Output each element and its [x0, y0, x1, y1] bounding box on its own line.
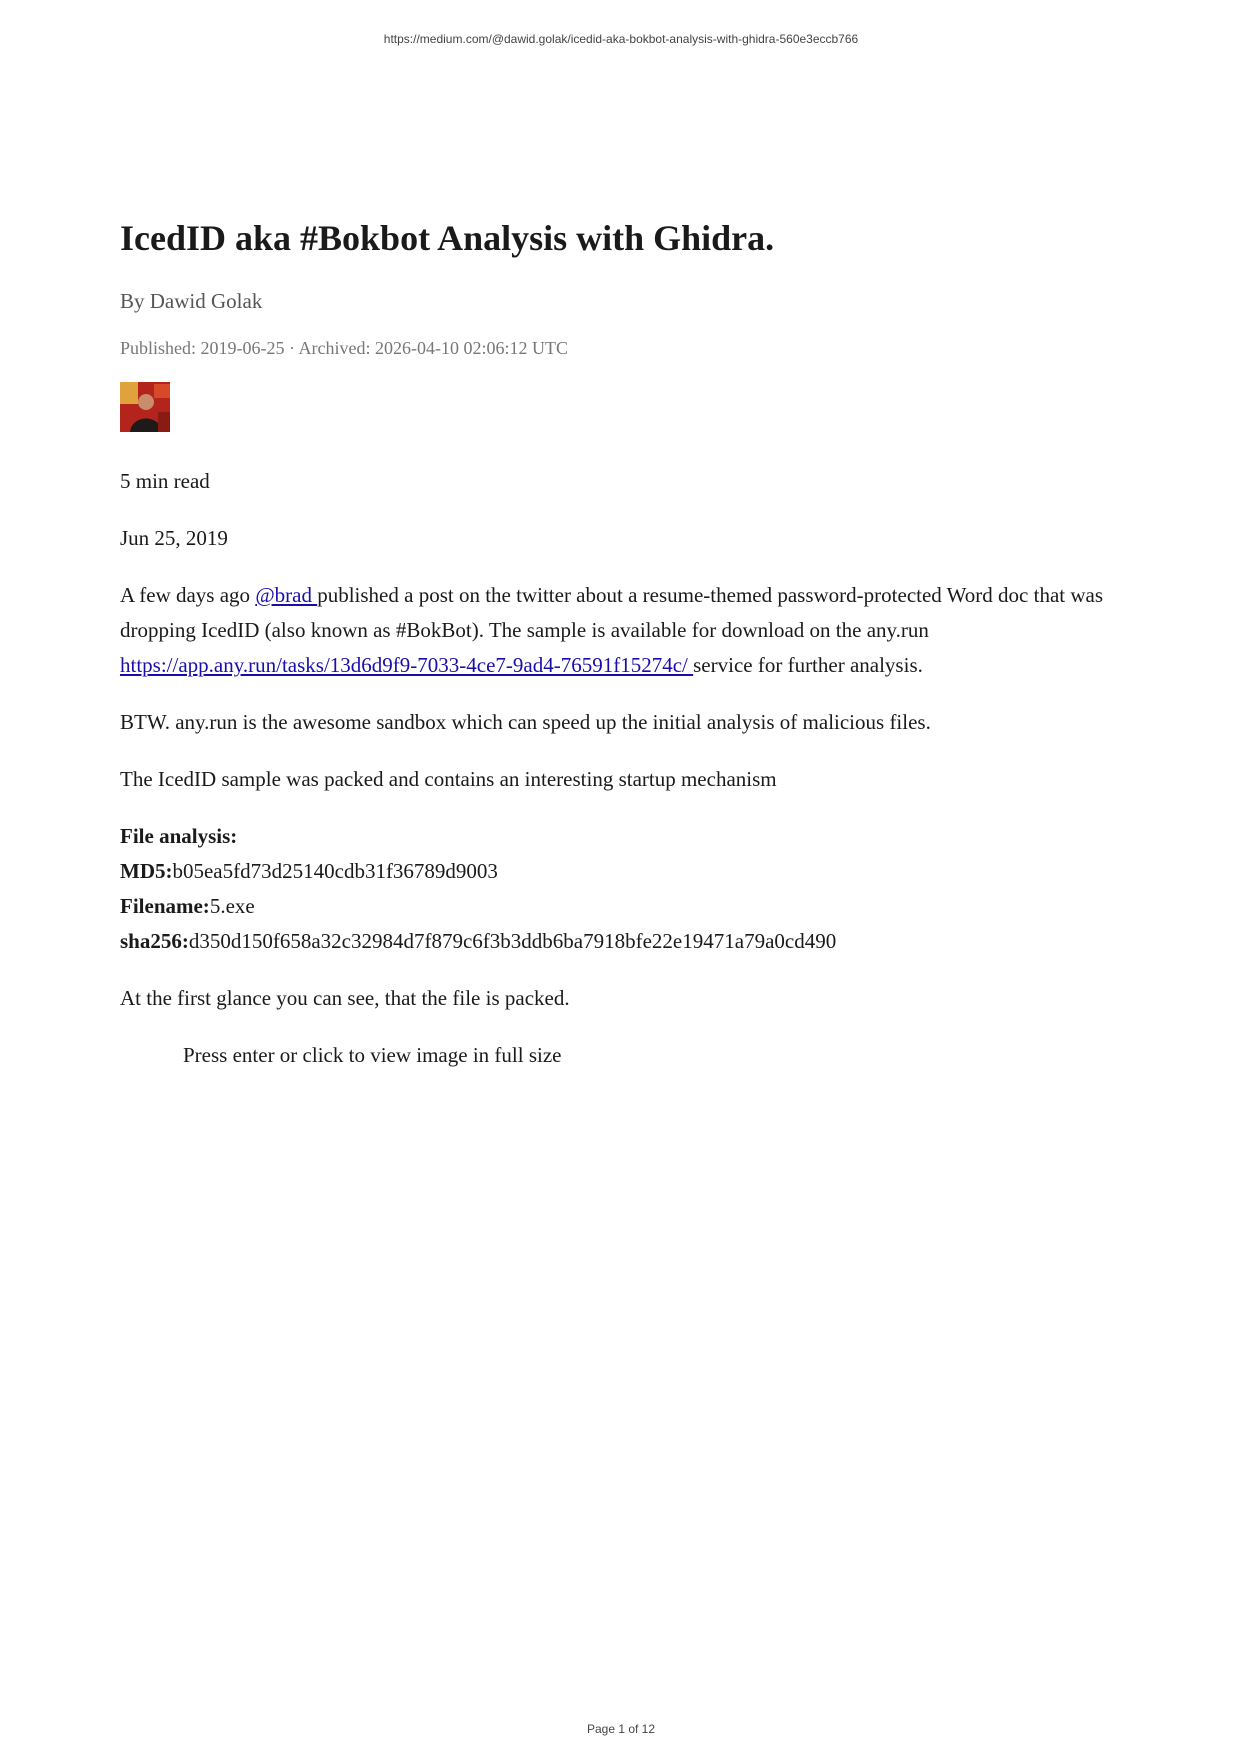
- file-analysis-block: [120, 819, 1130, 959]
- anyrun-task-link[interactable]: https://app.any.run/tasks/13d6d9f9-7033-4ce7-9ad4-76591f15274c/: [120, 653, 694, 677]
- page-number: Page 1 of 12: [586, 1722, 656, 1736]
- intro-text-1: A few days ago: [120, 583, 256, 607]
- image-caption[interactable]: Press enter or click to view image in full size: [183, 1043, 562, 1067]
- article: [120, 212, 1130, 1073]
- intro-text-3: service for further analysis.: [693, 653, 923, 677]
- article-title: IcedID aka #Bokbot Analysis with Ghidra.: [120, 218, 775, 258]
- sha256-line: [120, 924, 1130, 959]
- intro-paragraph: [120, 578, 1130, 683]
- filename-value: 5.exe: [209, 894, 255, 918]
- intro-text-2: published a post on the twitter about a resume-themed password-protected Word doc that was dropping IcedID (also known as #BokBot). The sample is available for download on the any.run: [120, 583, 1104, 642]
- md5-value: b05ea5fd73d25140cdb31f36789d9003: [172, 859, 498, 883]
- publish-meta: Published: 2019-06-25 · Archived: 2026-04-10 02:06:12 UTC: [120, 338, 568, 358]
- sha256-value: d350d150f658a32c32984d7f879c6f3b3ddb6ba7918bfe22e19471a79a0cd490: [188, 929, 837, 953]
- md5-label: MD5:: [120, 859, 173, 883]
- avatar[interactable]: [120, 382, 170, 432]
- file-analysis-heading: File analysis:: [120, 824, 238, 848]
- author-byline: By Dawid Golak: [120, 289, 263, 313]
- filename-line: [120, 889, 1130, 924]
- post-date: Jun 25, 2019: [120, 526, 228, 550]
- packed-paragraph: At the first glance you can see, that the file is packed.: [120, 986, 570, 1010]
- brad-mention-link[interactable]: @brad: [255, 583, 318, 607]
- sample-paragraph: The IcedID sample was packed and contains an interesting startup mechanism: [120, 767, 777, 791]
- filename-label: Filename:: [120, 894, 210, 918]
- read-time: 5 min read: [120, 469, 210, 493]
- md5-line: [120, 854, 1130, 889]
- sha256-label: sha256:: [120, 929, 189, 953]
- page-url: https://medium.com/@dawid.golak/icedid-aka-bokbot-analysis-with-ghidra-560e3eccb766: [383, 32, 859, 46]
- anyrun-paragraph: BTW. any.run is the awesome sandbox which can speed up the initial analysis of malicious files.: [120, 710, 931, 734]
